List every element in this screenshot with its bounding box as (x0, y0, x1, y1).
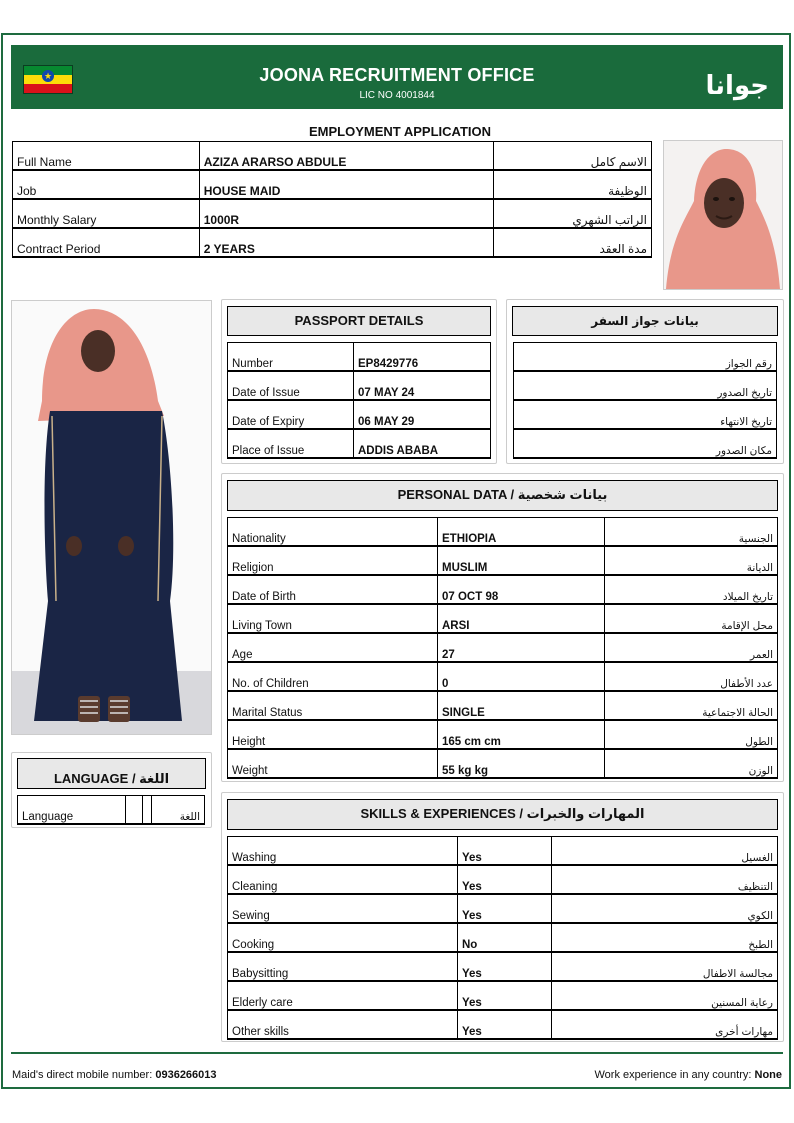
skill-label: Washing (228, 837, 458, 866)
personal-label-arabic: تاريخ الميلاد (605, 575, 778, 604)
skill-label: Cooking (228, 923, 458, 952)
table-row (228, 691, 778, 720)
license-number: LIC NO 4001844 (359, 90, 435, 101)
field-label-arabic: الوظيفة (494, 170, 652, 199)
passport-label-arabic: تاريخ الصدور (514, 371, 777, 400)
table-row (514, 400, 777, 429)
personal-value: MUSLIM (438, 546, 605, 575)
personal-label: Weight (228, 749, 438, 778)
table-row (228, 865, 778, 894)
skill-label: Elderly care (228, 981, 458, 1010)
table-row (228, 981, 778, 1010)
personal-data-table (227, 517, 778, 779)
mobile-label: Maid's direct mobile number: (12, 1069, 153, 1081)
passport-value: EP8429776 (354, 343, 491, 372)
personal-label: No. of Children (228, 662, 438, 691)
skill-value: Yes (458, 1010, 552, 1039)
personal-data-panel (221, 473, 784, 782)
office-name: JOONA RECRUITMENT OFFICE (259, 65, 535, 85)
personal-label: Date of Birth (228, 575, 438, 604)
skill-label: Babysitting (228, 952, 458, 981)
field-label: Job (13, 170, 200, 199)
passport-title-arabic: بيانات جواز السفر (512, 306, 778, 336)
personal-label: Living Town (228, 604, 438, 633)
skill-label: Other skills (228, 1010, 458, 1039)
skill-label: Sewing (228, 894, 458, 923)
field-label-arabic: الاسم كامل (494, 142, 652, 171)
passport-arabic-panel (506, 299, 784, 464)
skill-value: Yes (458, 894, 552, 923)
portrait-photo (663, 140, 783, 290)
employment-table (12, 141, 652, 258)
personal-value: ARSI (438, 604, 605, 633)
personal-label-arabic: الحالة الاجتماعية (605, 691, 778, 720)
passport-table (227, 342, 491, 459)
personal-label: Age (228, 633, 438, 662)
table-row (228, 952, 778, 981)
passport-label: Place of Issue (228, 429, 354, 458)
mobile-number (12, 1069, 217, 1081)
skill-value: Yes (458, 865, 552, 894)
skill-value: Yes (458, 952, 552, 981)
field-value: 1000R (199, 199, 494, 228)
table-row (228, 429, 491, 458)
skill-label: Cleaning (228, 865, 458, 894)
personal-value: 165 cm cm (438, 720, 605, 749)
table-row (228, 400, 491, 429)
table-row (228, 837, 778, 866)
passport-label: Number (228, 343, 354, 372)
table-row (228, 633, 778, 662)
mobile-value: 0936266013 (155, 1069, 217, 1081)
table-row (13, 170, 652, 199)
personal-label: Religion (228, 546, 438, 575)
table-row (228, 575, 778, 604)
skill-value: Yes (458, 837, 552, 866)
table-row (228, 343, 491, 372)
experience-value: None (754, 1069, 782, 1081)
table-row (228, 894, 778, 923)
experience-label: Work experience in any country: (594, 1069, 752, 1081)
office-header (11, 45, 783, 109)
field-label-arabic: مدة العقد (494, 228, 652, 257)
personal-label-arabic: الديانة (605, 546, 778, 575)
passport-panel (221, 299, 497, 464)
skills-table (227, 836, 778, 1040)
table-row (514, 429, 777, 458)
field-label: Full Name (13, 142, 200, 171)
table-row (228, 923, 778, 952)
passport-title: PASSPORT DETAILS (227, 306, 491, 336)
table-row (228, 546, 778, 575)
skill-value: No (458, 923, 552, 952)
field-label: Monthly Salary (13, 199, 200, 228)
field-value: HOUSE MAID (199, 170, 494, 199)
table-row (514, 343, 777, 372)
personal-value: 27 (438, 633, 605, 662)
language-title: LANGUAGE / اللغة (17, 758, 206, 789)
personal-value: 07 OCT 98 (438, 575, 605, 604)
personal-label-arabic: الطول (605, 720, 778, 749)
personal-label: Height (228, 720, 438, 749)
skill-label-arabic: الغسيل (552, 837, 778, 866)
field-label: Contract Period (13, 228, 200, 257)
table-row (13, 199, 652, 228)
table-row (13, 228, 652, 257)
skill-label-arabic: رعاية المسنين (552, 981, 778, 1010)
skill-label-arabic: مهارات أخرى (552, 1010, 778, 1039)
table-row (514, 371, 777, 400)
table-row (228, 720, 778, 749)
language-label: Language (18, 796, 126, 825)
field-value: AZIZA ARARSO ABDULE (199, 142, 494, 171)
passport-value: ADDIS ABABA (354, 429, 491, 458)
skill-label-arabic: مجالسة الاطفال (552, 952, 778, 981)
personal-label-arabic: محل الإقامة (605, 604, 778, 633)
skill-value: Yes (458, 981, 552, 1010)
passport-label-arabic: رقم الجواز (514, 343, 777, 372)
table-row (228, 662, 778, 691)
passport-label: Date of Issue (228, 371, 354, 400)
language-table (17, 795, 205, 825)
table-row (18, 796, 205, 825)
skill-label-arabic: التنظيف (552, 865, 778, 894)
language-panel (11, 752, 212, 828)
field-label-arabic: الراتب الشهري (494, 199, 652, 228)
table-row (228, 749, 778, 778)
table-row (228, 604, 778, 633)
skill-label-arabic: الكوي (552, 894, 778, 923)
personal-label-arabic: الوزن (605, 749, 778, 778)
table-row (228, 1010, 778, 1039)
passport-label-arabic: تاريخ الانتهاء (514, 400, 777, 429)
personal-label: Nationality (228, 518, 438, 547)
personal-value: ETHIOPIA (438, 518, 605, 547)
ethiopia-flag-icon: ★ (23, 65, 73, 94)
footer-divider (11, 1052, 783, 1054)
passport-label-arabic: مكان الصدور (514, 429, 777, 458)
full-body-photo (11, 300, 212, 735)
language-value-2 (143, 796, 152, 825)
language-value (126, 796, 143, 825)
skills-title: SKILLS & EXPERIENCES / المهارات والخبرات (227, 799, 778, 830)
skill-label-arabic: الطبخ (552, 923, 778, 952)
table-row (13, 142, 652, 171)
personal-value: SINGLE (438, 691, 605, 720)
passport-value: 07 MAY 24 (354, 371, 491, 400)
work-experience (595, 1069, 783, 1081)
personal-label: Marital Status (228, 691, 438, 720)
passport-value: 06 MAY 29 (354, 400, 491, 429)
passport-label: Date of Expiry (228, 400, 354, 429)
table-row (228, 518, 778, 547)
language-label-arabic: اللغة (152, 796, 205, 825)
application-title: EMPLOYMENT APPLICATION (309, 124, 491, 139)
personal-value: 55 kg kg (438, 749, 605, 778)
skills-panel (221, 792, 784, 1042)
personal-label-arabic: الجنسية (605, 518, 778, 547)
personal-value: 0 (438, 662, 605, 691)
passport-arabic-table (513, 342, 777, 459)
personal-data-title: PERSONAL DATA / بيانات شخصية (227, 480, 778, 511)
personal-label-arabic: العمر (605, 633, 778, 662)
arabic-logo: جوانا (705, 71, 769, 101)
personal-label-arabic: عدد الأطفال (605, 662, 778, 691)
field-value: 2 YEARS (199, 228, 494, 257)
table-row (228, 371, 491, 400)
